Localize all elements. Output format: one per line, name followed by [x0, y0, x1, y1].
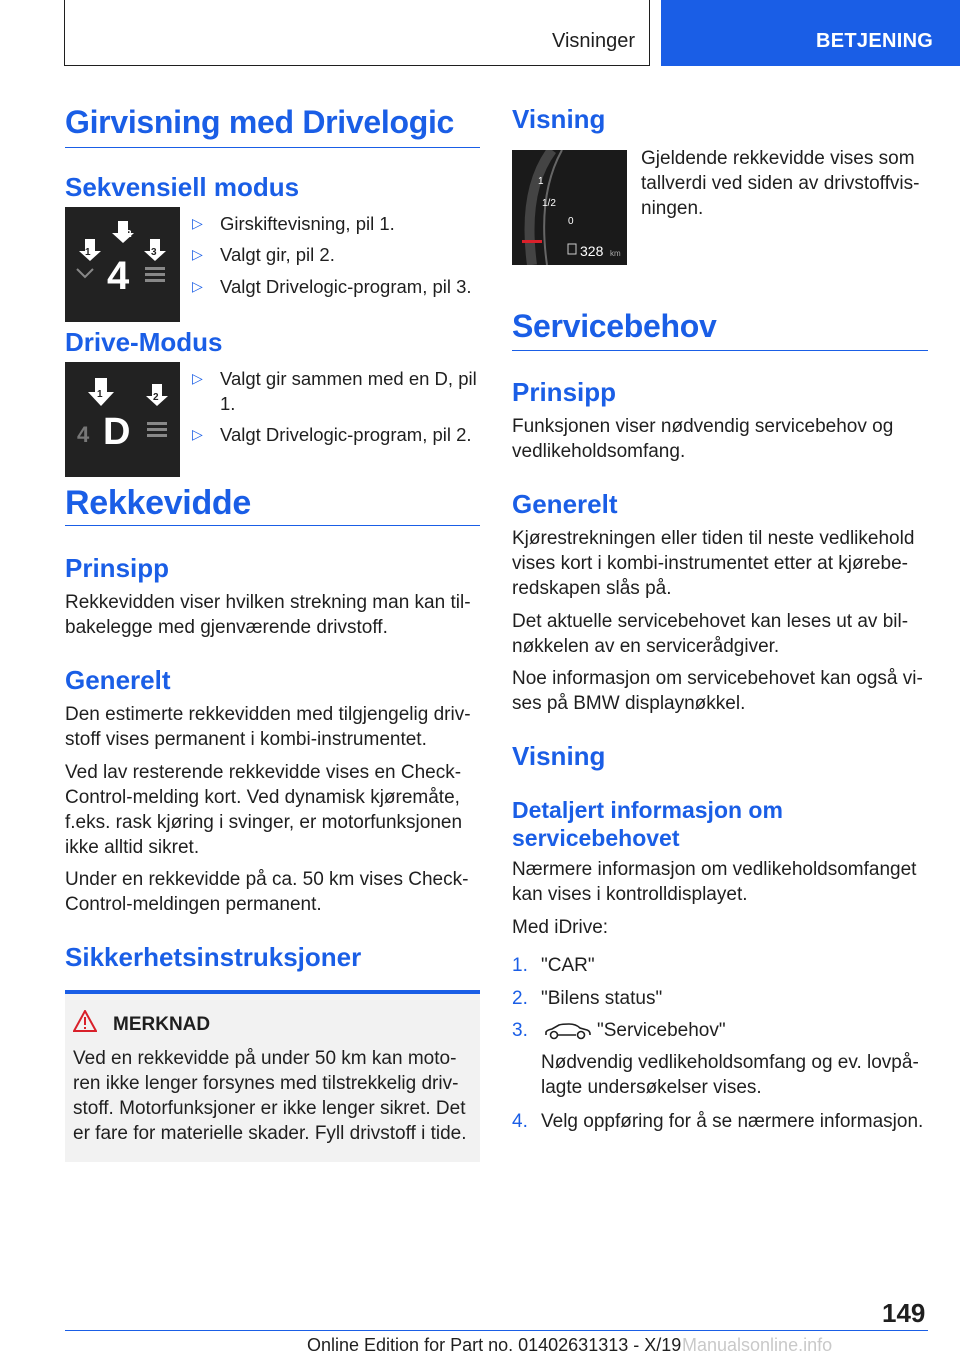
- step-number: 1.: [512, 955, 528, 976]
- note-title: MERKNAD: [113, 1014, 211, 1035]
- header-chapter-tab: [661, 0, 960, 66]
- range-display-heading: Visning: [512, 104, 606, 134]
- range-value: 328: [580, 243, 604, 259]
- step-text: "CAR": [541, 955, 595, 976]
- bullet-triangle-icon: ▷: [192, 278, 203, 294]
- gear-4-label: 4: [107, 254, 130, 298]
- arrow-3-label: 3: [151, 247, 157, 258]
- service-general-paragraph: Kjørestrekningen eller tiden til neste vedlikehold vises kort i kombi-instrumentet etter at kjøreberedskapen slås på.: [512, 528, 915, 599]
- header-section-label: Visninger: [551, 30, 635, 52]
- gauge-full-label: 1: [538, 176, 544, 187]
- note-box: [65, 990, 480, 1162]
- footer-rule: [65, 1330, 928, 1331]
- sequential-bullet: ▷ Girskiftevisning, pil 1.: [192, 213, 395, 234]
- range-principle-text: Rekkevidden viser hvilken strekning man kan tilbakelegge med gjenværende drivstoff.: [65, 592, 471, 638]
- service-principle-text: Funksjonen viser nødvendig servicebehov og vedlikeholdsomfang.: [512, 416, 894, 462]
- idrive-label: Med iDrive:: [512, 917, 609, 938]
- step-number: 2.: [512, 988, 528, 1009]
- bullet-triangle-icon: ▷: [192, 215, 203, 231]
- arrow-1-label: 1: [85, 247, 91, 258]
- service-principle-heading: Prinsipp: [512, 377, 617, 407]
- safety-heading: Sikkerhetsinstruksjoner: [65, 942, 362, 972]
- step-text: Velg oppføring for å se nærmere informasjon.: [541, 1111, 924, 1132]
- range-display-text: Gjeldende rekkevidde vises som tallverdi ved siden av drivstoffvisningen.: [641, 148, 920, 219]
- bullet-triangle-icon: ▷: [192, 246, 203, 262]
- gear-4-label: 4: [77, 422, 90, 447]
- detail-heading: Detaljert informasjon om servicebehovet: [512, 797, 783, 851]
- title-rule: [65, 147, 480, 148]
- bullet-triangle-icon: ▷: [192, 370, 203, 386]
- service-general-paragraph: Noe informasjon om servicebehovet kan også vises på BMW displaynøkkel.: [512, 668, 923, 714]
- step-number: 4.: [512, 1111, 528, 1132]
- car-icon: [543, 1022, 593, 1042]
- range-general-paragraph: Under en rekkevidde på ca. 50 km vises Check-Control-meldingen permanent.: [65, 869, 469, 915]
- watermark: Manualsonline.info: [682, 1335, 833, 1355]
- service-display-heading: Visning: [512, 741, 606, 771]
- gear-display-title: Girvisning med Drivelogic: [65, 104, 455, 140]
- page-number: 149: [882, 1298, 926, 1328]
- arrow-2-label: 2: [153, 392, 159, 403]
- step-3-description: Nødvendig vedlikeholdsomfang og ev. lovpålagte undersøkelser vises.: [541, 1052, 919, 1098]
- drive-bullet: ▷ Valgt gir sammen med en D, pil 1.: [192, 368, 477, 414]
- title-rule: [65, 525, 480, 526]
- header-chapter-label: BETJENING: [816, 30, 934, 52]
- footer-edition: Online Edition for Part no. 01402631313 - X/19: [307, 1335, 682, 1355]
- arrow-1-label: 1: [97, 389, 103, 400]
- drive-bullet: ▷ Valgt Drivelogic-program, pil 2.: [192, 424, 472, 445]
- step-text: "Servicebehov": [597, 1020, 726, 1041]
- sequential-mode-heading: Sekvensiell modus: [65, 172, 300, 202]
- bullet-triangle-icon: ▷: [192, 426, 203, 442]
- arrow-2-label: 2: [126, 229, 132, 240]
- range-title: Rekkevidde: [65, 484, 251, 522]
- sequential-bullet: ▷ Valgt gir, pil 2.: [192, 244, 335, 265]
- gauge-empty-label: 0: [568, 216, 574, 227]
- gear-d-label: D: [103, 411, 131, 453]
- drive-mode-image: [65, 362, 180, 477]
- sequential-mode-image: [65, 207, 180, 322]
- service-general-paragraph: Det aktuelle servicebehovet kan leses ut av bilnøkkelen av en servicerådgiver.: [512, 611, 909, 657]
- warning-icon: [73, 1010, 97, 1032]
- range-general-paragraph: Ved lav resterende rekkevidde vises en Check-Control-melding kort. Ved dynamisk kjøremåte, f.eks. rask kjøring i svinger, er motorfunksjonen ikke alltid sikret.: [65, 762, 463, 858]
- range-unit: km: [610, 249, 621, 258]
- drive-mode-heading: Drive-Modus: [65, 327, 223, 357]
- step-number: 3.: [512, 1020, 528, 1041]
- header-section-tab: [64, 0, 650, 66]
- service-title: Servicebehov: [512, 308, 717, 344]
- range-gauge-image: [512, 150, 627, 265]
- range-general-heading: Generelt: [65, 665, 171, 695]
- service-general-heading: Generelt: [512, 489, 618, 519]
- sequential-bullet: ▷ Valgt Drivelogic-program, pil 3.: [192, 276, 472, 297]
- gauge-half-label: 1/2: [542, 198, 556, 209]
- range-general-paragraph: Den estimerte rekkevidden med tilgjengelig drivstoff vises permanent i kombi-instrumentet.: [65, 704, 471, 750]
- title-rule: [512, 350, 928, 351]
- detail-text: Nærmere informasjon om vedlikeholdsomfanget kan vises i kontrolldisplayet.: [512, 859, 917, 905]
- range-principle-heading: Prinsipp: [65, 553, 170, 583]
- note-text: Ved en rekkevidde på under 50 km kan motoren ikke lenger forsynes med tilstrekkelig drivstoff. Motorfunksjoner er ikke lenger sikret. Det er fare for materielle skader. Fyll drivstoff i tide.: [73, 1048, 467, 1144]
- step-text: "Bilens status": [541, 988, 663, 1009]
